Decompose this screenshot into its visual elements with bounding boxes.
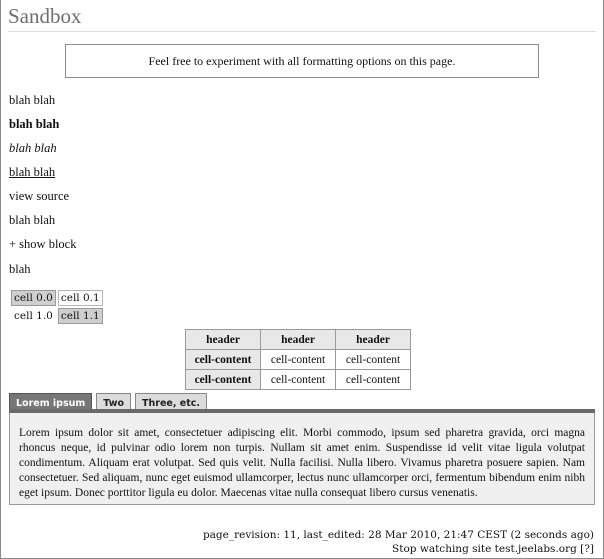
table-row (186, 370, 411, 390)
table-row (11, 290, 103, 306)
page-revision-info: page_revision: 11, last_edited: 28 Mar 2010, 21:47 CEST (2 seconds ago) (202, 529, 594, 541)
tab-panel-text: Lorem ipsum dolor sit amet, consectetuer adipiscing elit. Morbi commodo, ipsum sed pharetra gravida, orci magna rhoncus neque, id pulvinar odio lorem non turpis. Nullam sit amet enim. Suspendisse id velit vitae ligula volutpat condimentum. Aliquam erat volutpat. Sed quis velit. Nulla facilisi. Nulla libero. Vivamus pharetra posuere sapien. Nam consectetuer. Sed aliquam, nunc eget euismod ullamcorper, lectus nunc ullamcorper orci, fermentum bibendum enim nibh eget ipsum. Donec porttitor ligula eu dolor. Maecenas vitae nulla consequat libero cursus venenatis. (19, 427, 585, 499)
table-cell: cell-content (261, 370, 336, 390)
blah-text: blah (9, 262, 31, 276)
page-title: Sandbox (8, 4, 82, 28)
table-row (11, 308, 103, 324)
row-header-cell: cell-content (186, 370, 261, 390)
tab-bar (9, 393, 207, 410)
table-cell: cell-content (336, 350, 411, 370)
data-table (185, 329, 411, 390)
underlined-text: blah blah (9, 165, 56, 179)
cell-table (9, 288, 105, 326)
page-footer (203, 528, 594, 556)
tab-three-etc[interactable]: Three, etc. (135, 393, 207, 411)
column-header: header (336, 330, 411, 350)
row-header-cell: cell-content (186, 350, 261, 370)
table-header-row (186, 330, 411, 350)
notice-text: Feel free to experiment with all formatting options on this page. (148, 53, 456, 68)
notice-box (65, 44, 539, 78)
cell-0-1: cell 0.1 (58, 290, 103, 306)
bold-text: blah blah (9, 117, 60, 131)
plain-text: blah blah (9, 93, 56, 107)
table-cell: cell-content (336, 370, 411, 390)
italic-text: blah blah (9, 141, 57, 155)
cell-0-0: cell 0.0 (11, 290, 56, 306)
column-header: header (186, 330, 261, 350)
title-divider (8, 31, 596, 32)
tab-lorem-ipsum[interactable]: Lorem ipsum (9, 393, 92, 411)
cell-1-1: cell 1.1 (58, 308, 103, 324)
plain-text-2: blah blah (9, 213, 56, 227)
stop-watching-link[interactable]: Stop watching site test.jeelabs.org [?] (392, 543, 594, 555)
show-block-toggle[interactable]: + show block (9, 237, 77, 251)
cell-1-0: cell 1.0 (11, 308, 56, 324)
view-source-link[interactable]: view source (9, 189, 70, 203)
column-header: header (261, 330, 336, 350)
tab-two[interactable]: Two (96, 393, 131, 411)
tab-panel (9, 413, 595, 505)
table-cell: cell-content (261, 350, 336, 370)
table-row (186, 350, 411, 370)
